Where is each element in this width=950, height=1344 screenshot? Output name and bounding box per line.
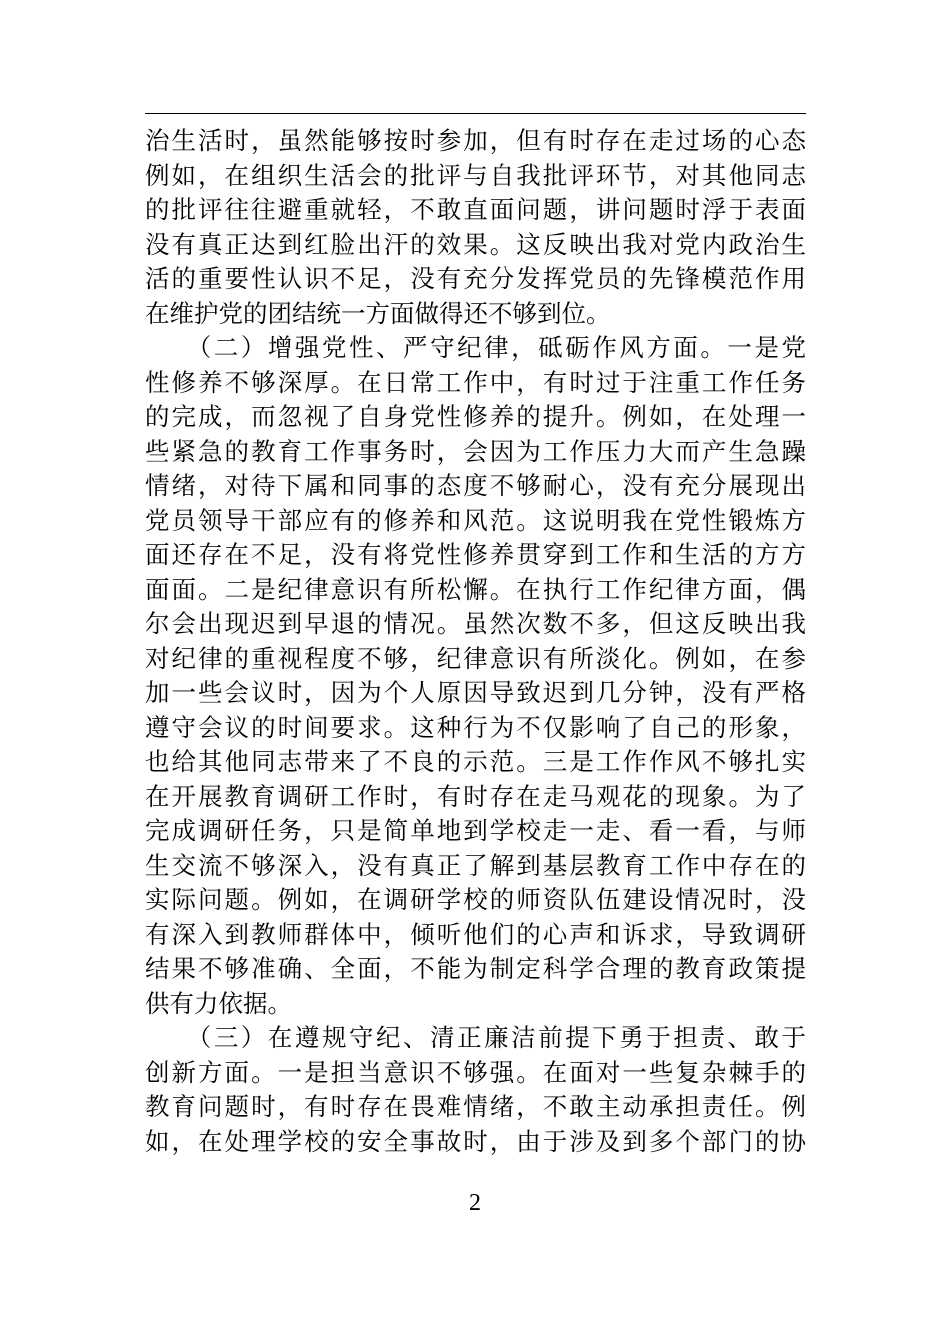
text-line: 面面。二是纪律意识有所松懈。在执行工作纪律方面，偶 <box>145 574 806 604</box>
text-line: 在开展教育调研工作时，有时存在走马观花的现象。为了 <box>145 781 806 811</box>
text-line: 的完成，而忽视了自身党性修养的提升。例如，在处理一 <box>145 402 806 431</box>
text-line: 也给其他同志带来了不良的示范。三是工作作风不够扎实 <box>145 747 806 776</box>
text-line: 对纪律的重视程度不够，纪律意识有所淡化。例如，在参 <box>145 643 806 673</box>
text-line: 如，在处理学校的安全事故时，由于涉及到多个部门的协 <box>145 1126 806 1156</box>
text-line: 些紧急的教育工作事务时，会因为工作压力大而产生急躁 <box>145 436 806 466</box>
text-line: 有深入到教师群体中，倾听他们的心声和诉求，导致调研 <box>145 919 806 949</box>
text-line: 例如，在组织生活会的批评与自我批评环节，对其他同志 <box>145 160 806 190</box>
text-line: 结果不够准确、全面，不能为制定科学合理的教育政策提 <box>145 954 806 983</box>
text-line: 完成调研任务，只是简单地到学校走一走、看一看，与师 <box>145 816 806 845</box>
text-line: 供有力依据。 <box>145 988 292 1018</box>
text-line: 没有真正达到红脸出汗的效果。这反映出我对党内政治生 <box>145 229 806 259</box>
page-number: 2 <box>469 1190 481 1216</box>
text-line: 遵守会议的时间要求。这种行为不仅影响了自己的形象， <box>145 712 806 742</box>
text-line: 创新方面。一是担当意识不够强。在面对一些复杂棘手的 <box>145 1057 806 1087</box>
text-line: 性修养不够深厚。在日常工作中，有时过于注重工作任务 <box>145 367 806 397</box>
body-text <box>145 124 806 1159</box>
text-line: 尔会出现迟到早退的情况。虽然次数不多，但这反映出我 <box>145 609 806 638</box>
text-line: 加一些会议时，因为个人原因导致迟到几分钟，没有严格 <box>145 678 806 707</box>
text-line: （二）增强党性、严守纪律，砥砺作风方面。一是党 <box>145 333 806 362</box>
text-line: 实际问题。例如，在调研学校的师资队伍建设情况时，没 <box>145 885 806 914</box>
text-line: 面还存在不足，没有将党性修养贯穿到工作和生活的方方 <box>145 540 806 569</box>
text-line: （三）在遵规守纪、清正廉洁前提下勇于担责、敢于 <box>145 1023 806 1052</box>
text-line: 情绪，对待下属和同事的态度不够耐心，没有充分展现出 <box>145 471 806 500</box>
text-line: 教育问题时，有时存在畏难情绪，不敢主动承担责任。例 <box>145 1092 806 1121</box>
text-line: 治生活时，虽然能够按时参加，但有时存在走过场的心态 <box>145 126 806 155</box>
text-line: 党员领导干部应有的修养和风范。这说明我在党性锻炼方 <box>145 505 806 535</box>
text-line: 生交流不够深入，没有真正了解到基层教育工作中存在的 <box>145 850 806 880</box>
text-line: 在维护党的团结统一方面做得还不够到位。 <box>145 298 611 328</box>
text-line: 活的重要性认识不足，没有充分发挥党员的先锋模范作用 <box>145 264 806 293</box>
header-rule <box>145 113 806 114</box>
text-line: 的批评往往避重就轻，不敢直面问题，讲问题时浮于表面 <box>145 195 806 224</box>
